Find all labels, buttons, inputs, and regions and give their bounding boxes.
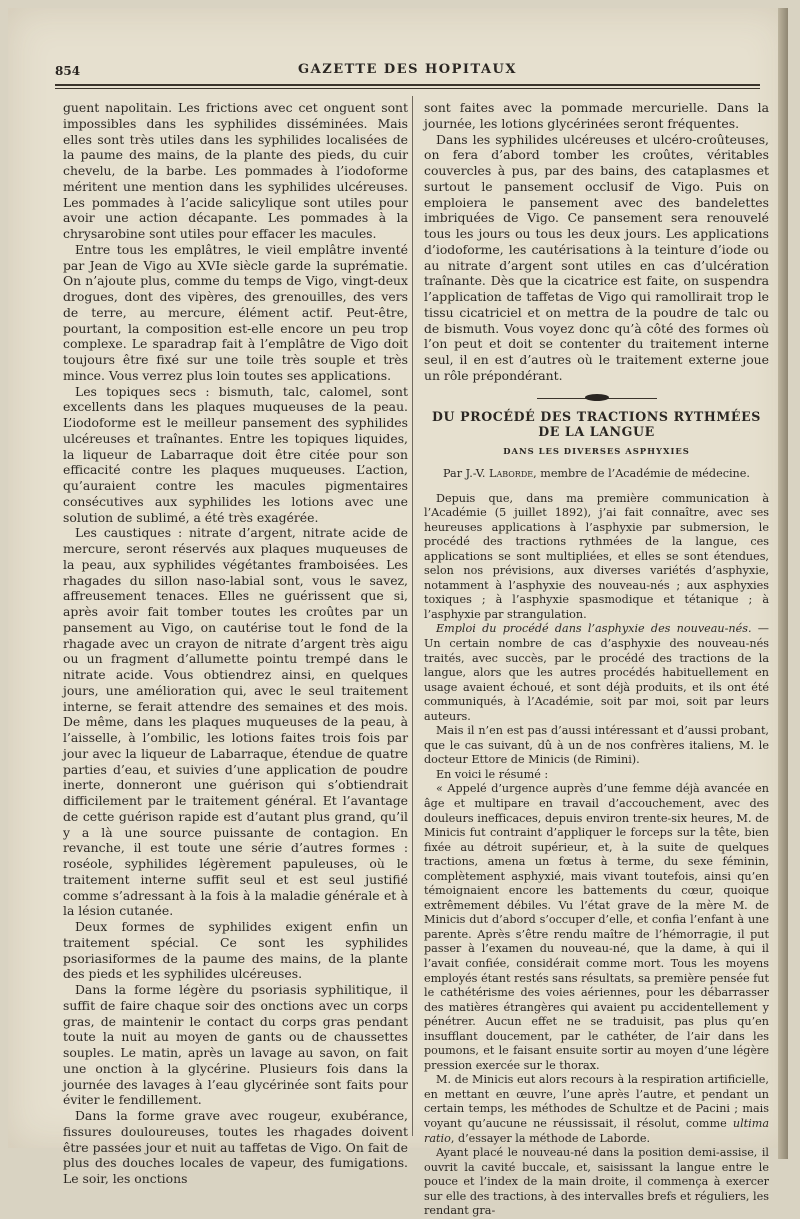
section-separator (537, 398, 657, 399)
page-header (55, 58, 760, 80)
paragraph: sont faites avec la pommade mercurielle. Dans la journée, les lotions glycérinées seront fréquentes. (424, 100, 769, 131)
page-number: 854 (55, 64, 81, 78)
paragraph: Dans la forme légère du psoriasis syphilitique, il suffit de faire chaque soir des onctions avec un corps gras, de maintenir le contact du corps gras pendant toute la nuit au moyen de gants ou de chaussettes souples. Le matin, après un lavage au savon, on fait une onction à la glycérine. Plusieurs fois dans la journée des lavages à l’eau glycérinée sont faits pour éviter le fendillement. (63, 982, 408, 1108)
article-title: DU PROCÉDÉ DES TRACTIONS RYTHMÉES DE LA LANGUE (432, 408, 761, 440)
header-rule-thin (55, 88, 760, 89)
paragraph: Les caustiques : nitrate d’argent, nitrate acide de mercure, seront réservés aux plaques muqueuses de la peau, aux syphilides végétantes framboisées. Les rhagades du sillon naso-labial sont, vous le savez, affreusement tenaces. Elles ne guérissent que si, après avoir fait tomber toutes les croûtes par un pansement au Vigo, on cautérise tout le fond de la rhagade avec un crayon de nitrate d’argent très aigu ou un fragment d’allumette pointu trempé dans le nitrate acide. Vous obtiendrez ainsi, en quelques jours, une amélioration qui, avec le seul traitement interne, se ferait attendre des semaines et des mois. De même, dans les plaques muqueuses de la peau, à l’aisselle, à l’ombilic, les lotions faites trois fois par jour avec la liqueur de Labarraque, étendue de quatre parties d’eau, et suivies d’une application de poudre inerte, donneront une guérison qui s’obtiendrait difficilement par le traitement général. Et l’avantage de cette guérison rapide est d’autant plus grand, qu’il y a là une source puissante de contagion. En revanche, il est toute une série d’autres formes : roséole, syphilides légèrement papuleuses, où le traitement interne suffit seul et est seul justifié comme s’adressant à la fois à la maladie générale et à la lésion cutanée. (63, 525, 408, 919)
paragraph: Deux formes de syphilides exigent enfin un traitement spécial. Ce sont les syphilides psoriasiformes de la paume des mains, de la plante des pieds et les syphilides ulcéreuses. (63, 919, 408, 982)
latin-phrase: ultima ratio (424, 1117, 769, 1145)
paragraph-text: M. de Minicis eut alors recours à la respiration artificielle, en mettant en œuvre, l’une après l’autre, et pendant un certain temps, les méthodes de Schultze et de Pacini ; mais voyant qu’aucune ne réussissait, il résolut, comme (424, 1073, 769, 1131)
newspaper-page (8, 8, 788, 1218)
byline-author: Laborde (489, 466, 534, 480)
article-byline (424, 466, 769, 482)
paragraph: « Appelé d’urgence auprès d’une femme déjà avancée en âge et multipare en travail d’accouchement, avec des douleurs inefficaces, depuis environ trente-six heures, M. de Minicis fut contraint d’appliquer le forceps sur la tête, bien fixée au détroit supérieur, et, à la suite de quelques tractions, amena un fœtus à terme, du sexe féminin, complètement asphyxié, mais vivant toutefois, ainsi qu’en témoignaient encore les battements du cœur, quoique extrêmement débiles. Vu l’état grave de la mère M. de Minicis dut d’abord s’occuper d’elle, et confia l’enfant à une parente. Après s’être rendu maître de l’hémorragie, il put passer à l’examen du nouveau-né, que la dame, à qui il l’avait confiée, considérait comme mort. Tous les moyens employés étant restés sans résultats, sa première pensée fut le cathétérisme des voies aériennes, pour les débarrasser des matières étrangères qui avaient pu accidentellement y pénétrer. Aucun effet ne se traduisit, pas plus qu’en insufflant doucement, par le cathéter, de l’air dans les poumons, et le faisant ensuite sortir au moyen d’une légère pression exercée sur le thorax. (424, 782, 769, 1072)
byline-prefix: Par J.-V. (443, 466, 490, 480)
paragraph-text: , d’essayer la méthode de Laborde. (450, 1131, 651, 1145)
left-column (63, 100, 408, 1187)
paragraph: En voici le résumé : (436, 767, 549, 781)
paragraph (424, 622, 769, 724)
article-subtitle: DANS LES DIVERSES ASPHYXIES (503, 446, 690, 456)
paragraph (424, 1073, 769, 1146)
paragraph: Dans la forme grave avec rougeur, exubérance, fissures douloureuses, toutes les rhagades doivent être passées jour et nuit au taffetas de Vigo. On fait de plus des douches locales de vapeur, des fumigations. Le soir, les onctions (63, 1108, 408, 1186)
paragraph: guent napolitain. Les frictions avec cet onguent sont impossibles dans les syphilides disséminées. Mais elles sont très utiles dans les syphilides localisées de la paume des mains, de la plante des pieds, du cuir chevelu, de la barbe. Les pommades à l’iodoforme méritent une mention dans les syphilides ulcéreuses. Les pommades à l’acide salicylique sont utiles pour avoir une action décapante. Les pommades à la chrysarobine sont utiles pour effacer les macules. (63, 100, 408, 241)
paragraph: Les topiques secs : bismuth, talc, calomel, sont excellents dans les plaques muqueuses de la peau. L’iodoforme est le meilleur pansement des syphilides ulcéreuses et traînantes. Entre les topiques liquides, la liqueur de Labarraque doit être citée pour son efficacité contre les plaques muqueuses. L’action, qu’auraient contre les macules pigmentaires consécutives aux syphilides les lotions avec une solution de sublimé, a été très exagérée. (63, 383, 408, 525)
paragraph: Dans les syphilides ulcéreuses et ulcéro-croûteuses, on fera d’abord tomber les croûtes, véritables couvercles à pus, par des bains, des cataplasmes et surtout le pansement occlusif de Vigo. Puis on emploiera le pansement avec des bandelettes imbriquées de Vigo. Ce pansement sera renouvelé tous les jours ou tous les deux jours. Les applications d’iodoforme, les cautérisations à la teinture d’iode ou au nitrate d’argent sont utiles en cas d’ulcération traînante. Dès que la cicatrice est faite, on suspendra l’application de taffetas de Vigo qui ramollirait trop le tissu cicatriciel et on mettra de la poudre de talc ou de bismuth. Vous voyez donc qu’à côté des formes où l’on peut et doit se contenter du traitement interne seul, il en est d’autres où le traitement externe joue un rôle prépondérant. (424, 131, 769, 383)
page-edge (778, 8, 788, 1159)
right-column (424, 100, 769, 1219)
byline-suffix: , membre de l’Académie de médecine. (533, 466, 750, 480)
header-rule (55, 84, 760, 86)
paragraph: Depuis que, dans ma première communication à l’Académie (5 juillet 1892), j’ai fait connaître, avec ses heureuses applications à l’asphyxie par submersion, le procédé des tractions rythmées de la langue, ces applications se sont multipliées, et elles se sont étendues, selon nos prévisions, aux diverses variétés d’asphyxie, notamment à l’asphyxie des nouveau-nés ; aux asphyxies toxiques ; à l’asphyxie spasmodique et tétanique ; à l’asphyxie par strangulation. (424, 491, 769, 621)
article-body (424, 492, 769, 1219)
paragraph: Mais il n’en est pas d’aussi intéressant et d’aussi probant, que le cas suivant, dû à un de nos confrères italiens, M. le docteur Ettore de Minicis (de Rimini). (424, 724, 769, 767)
paragraph: Entre tous les emplâtres, le vieil emplâtre inventé par Jean de Vigo au XVIe siècle garde la suprématie. On n’ajoute plus, comme du temps de Vigo, vingt-deux drogues, dont des vipères, des grenouilles, des vers de terre, au mercure, élément actif. Peut-être, pourtant, la composition est-elle encore un peu trop complexe. Le sparadrap fait à l’emplâtre de Vigo doit toujours être fixé sur une toile très souple et très mince. Vous verrez plus loin toutes ses applications. (63, 241, 408, 383)
paragraph: Ayant placé le nouveau-né dans la position demi-assise, il ouvrit la cavité buccale, et, saisissant la langue entre le pouce et l’index de la main droite, il commença à exercer sur elle des tractions, à des intervalles brefs et réguliers, les rendant gra- (424, 1146, 769, 1218)
section-heading: Emploi du procédé dans l’asphyxie des nouveau-nés. (436, 622, 752, 636)
journal-title: GAZETTE DES HOPITAUX (298, 62, 517, 77)
column-divider (412, 96, 413, 1136)
ornament-icon (585, 394, 609, 401)
paragraph-text: — Un certain nombre de cas d’asphyxie des nouveau-nés traités, avec succès, par le procédé des tractions de la langue, alors que les autres procédés habituellement en usage avaient échoué, et sont déjà produits, et ils ont été communiqués, à l’Académie, soit par moi, soit par leurs auteurs. (424, 622, 769, 723)
